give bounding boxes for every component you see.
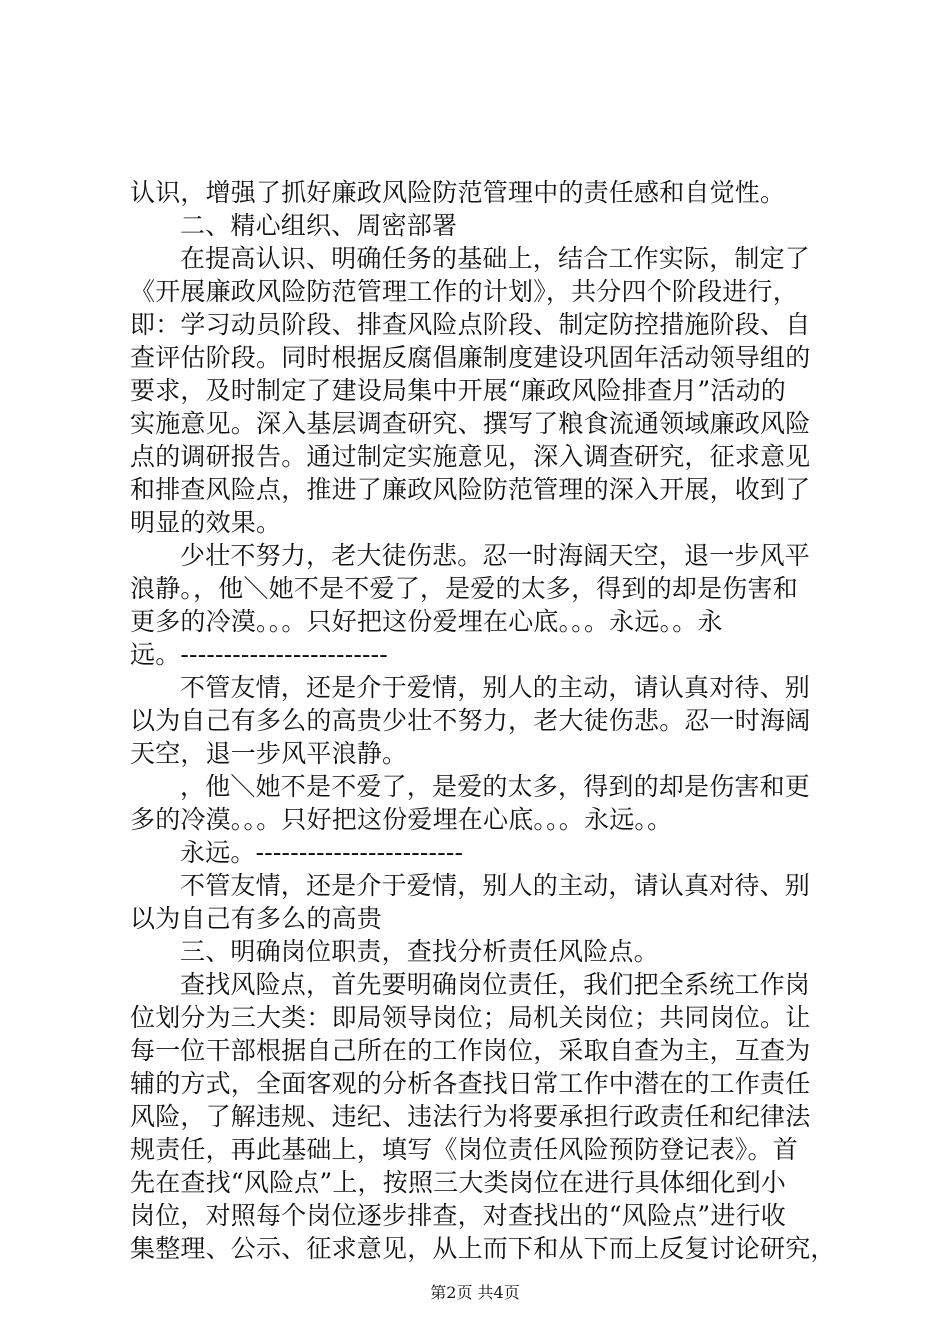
text-line: 即：学习动员阶段、排查风险点阶段、制定防控措施阶段、自 [130,310,811,339]
text-line: 规责任，再此基础上，填写《岗位责任风险预防登记表》。首 [130,1135,798,1164]
page-number-footer: 第2页 共4页 [430,1283,520,1302]
text-line: 和排查风险点，推进了廉政风险防范管理的深入开展，收到了 [130,475,811,504]
text-line: 不管友情，还是介于爱情，别人的主动，请认真对待、别 [180,673,811,702]
text-line: 查找风险点，首先要明确岗位责任，我们把全系统工作岗 [180,970,811,999]
text-line: 集整理、公示、征求意见，从上而下和从下而上反复讨论研究， [130,1234,836,1263]
text-line: 要求，及时制定了建设局集中开展“廉政风险排查月”活动的 [130,376,786,405]
text-line: 不管友情，还是介于爱情，别人的主动，请认真对待、别 [180,871,811,900]
section-heading: 三、明确岗位职责，查找分析责任风险点。 [180,937,659,966]
text-line: 点的调研报告。通过制定实施意见，深入调查研究，征求意见 [130,442,811,471]
text-line: 岗位，对照每个岗位逐步排查，对查找出的“风险点”进行收 [130,1201,786,1230]
text-line: 风险，了解违规、违纪、违法行为将要承担行政责任和纪律法 [130,1102,811,1131]
text-line: 《开展廉政风险防范管理工作的计划》，共分四个阶段进行， [130,277,798,306]
text-line: ，他＼她不是不爱了，是爱的太多，得到的却是伤害和更 [180,772,811,801]
text-line: 浪静。，他＼她不是不爱了，是爱的太多，得到的却是伤害和 [130,574,798,603]
text-line: 以为自己有多么的高贵 [130,904,383,933]
text-line: 实施意见。深入基层调查研究、撰写了粮食流通领域廉政风险 [130,409,811,438]
text-line: 辅的方式，全面客观的分析各查找日常工作中潜在的工作责任 [130,1069,811,1098]
text-line: 认识，增强了抓好廉政风险防范管理中的责任感和自觉性。 [130,178,786,207]
text-line: 以为自己有多么的高贵少壮不努力，老大徒伤悲。忍一时海阔 [130,706,811,735]
text-line: 远。------------------------ [130,640,388,669]
text-line: 永远。------------------------ [180,838,464,867]
text-line: 少壮不努力，老大徒伤悲。忍一时海阔天空，退一步风平 [180,541,811,570]
text-line: 先在查找“风险点”上，按照三大类岗位在进行具体细化到小 [130,1168,786,1197]
section-heading: 二、精心组织、周密部署 [180,211,458,240]
text-line: 更多的冷漠。。。只好把这份爱埋在心底。。。永远。。永 [130,607,723,636]
text-line: 多的冷漠。。。只好把这份爱埋在心底。。。永远。。 [130,805,673,834]
text-line: 明显的效果。 [130,508,282,537]
text-line: 每一位干部根据自己所在的工作岗位，采取自查为主，互查为 [130,1036,811,1065]
text-line: 在提高认识、明确任务的基础上，结合工作实际，制定了 [180,244,811,273]
text-line: 天空，退一步风平浪静。 [130,739,408,768]
text-line: 查评估阶段。同时根据反腐倡廉制度建设巩固年活动领导组的 [130,343,811,372]
text-line: 位划分为三大类：即局领导岗位；局机关岗位；共同岗位。让 [130,1003,811,1032]
